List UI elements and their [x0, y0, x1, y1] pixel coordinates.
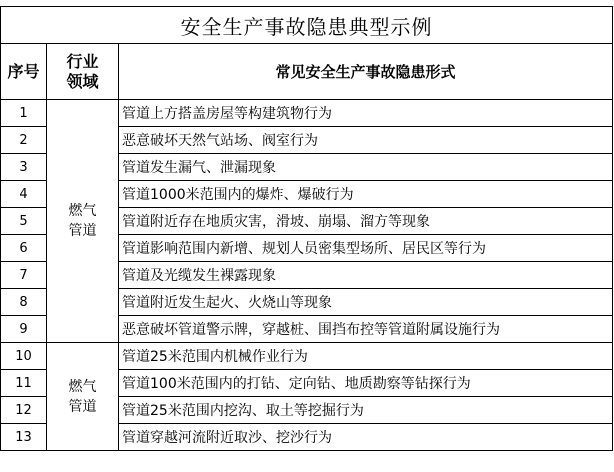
- table-row: [1, 343, 613, 370]
- seq-cell[interactable]: 4: [1, 181, 47, 208]
- table-title[interactable]: 安全生产事故隐患典型示例: [1, 7, 613, 44]
- desc-cell[interactable]: 管道及光缆发生裸露现象: [119, 262, 613, 289]
- desc-cell[interactable]: 管道1000米范围内的爆炸、爆破行为: [119, 181, 613, 208]
- seq-cell[interactable]: 11: [1, 370, 47, 397]
- seq-cell[interactable]: 6: [1, 235, 47, 262]
- desc-cell[interactable]: 管道附近发生起火、火烧山等现象: [119, 289, 613, 316]
- domain-line1: 燃气: [68, 203, 97, 219]
- seq-cell[interactable]: 3: [1, 154, 47, 181]
- desc-cell[interactable]: 管道上方搭盖房屋等构建筑物行为: [119, 100, 613, 127]
- seq-cell[interactable]: 12: [1, 397, 47, 424]
- header-domain[interactable]: [47, 44, 119, 100]
- desc-cell[interactable]: 管道附近存在地质灾害，滑坡、崩塌、溜方等现象: [119, 208, 613, 235]
- seq-cell[interactable]: 2: [1, 127, 47, 154]
- desc-cell[interactable]: 管道影响范围内新增、规划人员密集型场所、居民区等行为: [119, 235, 613, 262]
- desc-cell[interactable]: 恶意破坏天然气站场、阀室行为: [119, 127, 613, 154]
- header-domain-line2: 领域: [66, 71, 99, 91]
- domain-cell[interactable]: [47, 343, 119, 451]
- domain-line2: 管道: [68, 223, 97, 239]
- hazard-table: [0, 6, 613, 451]
- domain-line2: 管道: [68, 398, 97, 415]
- header-seq[interactable]: 序号: [1, 44, 47, 100]
- desc-cell[interactable]: 恶意破坏管道警示牌，穿越桩、围挡布控等管道附属设施行为: [119, 316, 613, 343]
- header-row: [1, 44, 613, 100]
- table-row: [1, 100, 613, 127]
- seq-cell[interactable]: 7: [1, 262, 47, 289]
- domain-cell[interactable]: [47, 100, 119, 343]
- desc-cell[interactable]: 管道25米范围内挖沟、取土等挖掘行为: [119, 397, 613, 424]
- seq-cell[interactable]: 5: [1, 208, 47, 235]
- desc-cell[interactable]: 管道25米范围内机械作业行为: [119, 343, 613, 370]
- title-row: [1, 7, 613, 44]
- desc-cell[interactable]: 管道发生漏气、泄漏现象: [119, 154, 613, 181]
- header-desc[interactable]: 常见安全生产事故隐患形式: [119, 44, 613, 100]
- desc-cell[interactable]: 管道100米范围内的打钻、定向钻、地质勘察等钻探行为: [119, 370, 613, 397]
- desc-cell[interactable]: 管道穿越河流附近取沙、挖沙行为: [119, 424, 613, 451]
- seq-cell[interactable]: 1: [1, 100, 47, 127]
- seq-cell[interactable]: 9: [1, 316, 47, 343]
- seq-cell[interactable]: 13: [1, 424, 47, 451]
- seq-cell[interactable]: 10: [1, 343, 47, 370]
- header-domain-line1: 行业: [66, 51, 99, 71]
- domain-line1: 燃气: [68, 378, 97, 395]
- seq-cell[interactable]: 8: [1, 289, 47, 316]
